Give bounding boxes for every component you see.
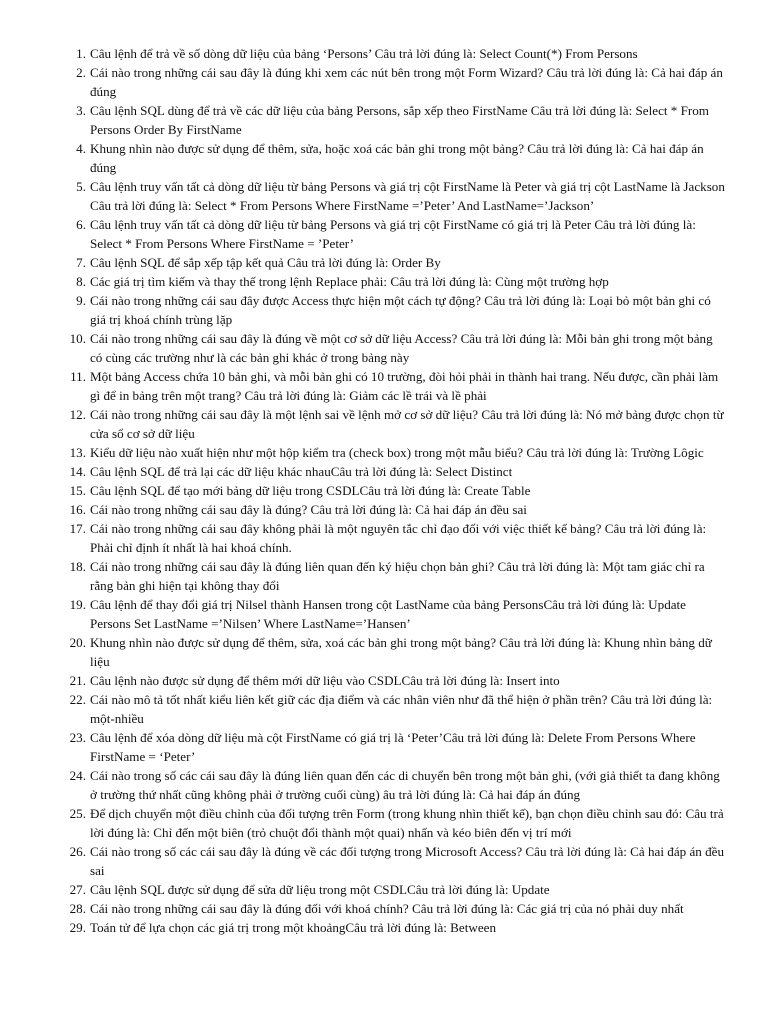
list-item xyxy=(66,899,728,918)
item-number: 2. xyxy=(76,65,86,80)
item-text: Câu lệnh truy vấn tất cả dòng dữ liệu từ bảng Persons và giá trị cột FirstName là Peter và giá trị cột LastName là Jackson Câu trả lời đúng là: Select * From Persons Where FirstName =’Peter’ And LastName=’Jackson’ xyxy=(90,179,725,213)
item-number: 8. xyxy=(76,274,86,289)
item-text: Các giá trị tìm kiếm và thay thế trong lệnh Replace phải: Câu trả lời đúng là: Cùng một trường hợp xyxy=(90,274,609,289)
item-number: 15. xyxy=(69,483,86,498)
list-item xyxy=(66,63,728,101)
item-number: 16. xyxy=(69,502,86,517)
list-item xyxy=(66,291,728,329)
item-number: 29. xyxy=(69,920,86,935)
item-number: 10. xyxy=(69,331,86,346)
item-text: Câu lệnh SQL để tạo mới bảng dữ liệu trong CSDLCâu trả lời đúng là: Create Table xyxy=(90,483,531,498)
list-item xyxy=(66,44,728,63)
list-item xyxy=(66,500,728,519)
item-text: Câu lệnh SQL được sử dụng để sửa dữ liệu trong một CSDLCâu trả lời đúng là: Update xyxy=(90,882,550,897)
item-number: 28. xyxy=(69,901,86,916)
item-number: 11. xyxy=(70,369,86,384)
list-item xyxy=(66,728,728,766)
item-text: Cái nào trong những cái sau đây là đúng khi xem các nút bên trong một Form Wizard? Câu trả lời đúng là: Cả hai đáp án đúng xyxy=(90,65,723,99)
item-text: Câu lệnh để trả về số dòng dữ liệu của bảng ‘Persons’ Câu trả lời đúng là: Select Count(*) From Persons xyxy=(90,46,638,61)
item-number: 5. xyxy=(76,179,86,194)
item-text: Cái nào trong số các cái sau đây là đúng liên quan đến các di chuyển bên trong một bản ghi, (với giả thiết ta đang không ở trường thứ nhất cũng không phải ở trường cuối cùng) âu trả lời đúng là: Cả hai đáp án đúng xyxy=(90,768,720,802)
item-number: 1. xyxy=(76,46,86,61)
list-item xyxy=(66,918,728,937)
list-item xyxy=(66,842,728,880)
item-text: Câu lệnh SQL để sắp xếp tập kết quả Câu trả lời đúng là: Order By xyxy=(90,255,441,270)
item-number: 6. xyxy=(76,217,86,232)
item-number: 24. xyxy=(69,768,86,783)
list-item xyxy=(66,633,728,671)
list-item xyxy=(66,272,728,291)
item-number: 4. xyxy=(76,141,86,156)
item-number: 23. xyxy=(69,730,86,745)
item-number: 17. xyxy=(69,521,86,536)
item-text: Cái nào trong những cái sau đây được Access thực hiện một cách tự động? Câu trả lời đúng là: Loại bỏ một bản ghi có giá trị khoá chính trùng lặp xyxy=(90,293,711,327)
item-text: Cái nào trong những cái sau đây không phải là một nguyên tắc chỉ đạo đối với việc thiết kế bảng? Câu trả lời đúng là: Phải chỉ định ít nhất là hai khoá chính. xyxy=(90,521,707,555)
item-text: Khung nhìn nào được sử dụng để thêm, sửa, xoá các bản ghi trong một bảng? Câu trả lời đúng là: Khung nhìn bảng dữ liệu xyxy=(90,635,712,669)
list-item xyxy=(66,880,728,899)
item-number: 7. xyxy=(76,255,86,270)
item-number: 20. xyxy=(69,635,86,650)
item-text: Kiểu dữ liệu nào xuất hiện như một hộp kiểm tra (check box) trong một mẫu biểu? Câu trả lời đúng là: Trường Lôgic xyxy=(90,445,704,460)
item-number: 27. xyxy=(69,882,86,897)
question-list xyxy=(66,44,728,937)
item-number: 22. xyxy=(69,692,86,707)
item-text: Câu lệnh SQL để trả lại các dữ liệu khác nhauCâu trả lời đúng là: Select Distinct xyxy=(90,464,513,479)
item-text: Câu lệnh SQL dùng để trả về các dữ liệu của bảng Persons, sắp xếp theo FirstName Câu trả lời đúng là: Select * From Persons Order By FirstName xyxy=(90,103,709,137)
item-text: Toán tử để lựa chọn các giá trị trong một khoảngCâu trả lời đúng là: Between xyxy=(90,920,496,935)
item-number: 26. xyxy=(69,844,86,859)
item-text: Để dịch chuyển một điều chỉnh của đối tượng trên Form (trong khung nhìn thiết kế), bạn chọn điều chỉnh sau đó: Câu trả lời đúng là: Chỉ đến một biên (trỏ chuột đổi thành một quai) nhấn và kéo biên đến vị trí mới xyxy=(90,806,724,840)
item-text: Một bảng Access chứa 10 bản ghi, và mỗi bản ghi có 10 trường, đòi hỏi phải in thành hai trang. Nếu được, cần phải làm gì để in bảng trên một trang? Câu trả lời đúng là: Giảm các lề trái và lề phải xyxy=(90,369,719,403)
list-item xyxy=(66,215,728,253)
item-number: 13. xyxy=(69,445,86,460)
item-text: Cái nào mô tả tốt nhất kiểu liên kết giữ các địa điểm và các nhân viên như đã thể hiện ở phần trên? Câu trả lời đúng là: một-nhiều xyxy=(90,692,713,726)
item-text: Cái nào trong số các cái sau đây là đúng về các đối tượng trong Microsoft Access? Câu trả lời đúng là: Cả hai đáp án đều sai xyxy=(90,844,724,878)
item-text: Câu lệnh để thay đổi giá trị Nilsel thành Hansen trong cột LastName của bảng PersonsCâu trả lời đúng là: Update Persons Set LastName =’Nilsen’ Where LastName=’Hansen’ xyxy=(90,597,686,631)
list-item xyxy=(66,481,728,500)
item-number: 25. xyxy=(69,806,86,821)
item-text: Cái nào trong những cái sau đây là đúng đối với khoá chính? Câu trả lời đúng là: Các giá trị của nó phải duy nhất xyxy=(90,901,684,916)
list-item xyxy=(66,405,728,443)
item-number: 14. xyxy=(69,464,86,479)
list-item xyxy=(66,139,728,177)
list-item xyxy=(66,557,728,595)
list-item xyxy=(66,804,728,842)
item-text: Khung nhìn nào được sử dụng để thêm, sửa, hoặc xoá các bản ghi trong một bảng? Câu trả lời đúng là: Cả hai đáp án đúng xyxy=(90,141,704,175)
item-text: Cái nào trong những cái sau đây là đúng? Câu trả lời đúng là: Cả hai đáp án đều sai xyxy=(90,502,527,517)
item-number: 21. xyxy=(69,673,86,688)
item-number: 3. xyxy=(76,103,86,118)
list-item xyxy=(66,462,728,481)
list-item xyxy=(66,101,728,139)
list-item xyxy=(66,177,728,215)
item-text: Câu lệnh nào được sử dụng để thêm mới dữ liệu vào CSDLCâu trả lời đúng là: Insert into xyxy=(90,673,560,688)
item-text: Câu lệnh để xóa dòng dữ liệu mà cột FirstName có giá trị là ‘Peter’Câu trả lời đúng là: Delete From Persons Where FirstName = ‘Peter’ xyxy=(90,730,696,764)
item-number: 18. xyxy=(69,559,86,574)
list-item xyxy=(66,519,728,557)
list-item xyxy=(66,253,728,272)
list-item xyxy=(66,443,728,462)
list-item xyxy=(66,766,728,804)
item-number: 12. xyxy=(69,407,86,422)
list-item xyxy=(66,329,728,367)
item-text: Cái nào trong những cái sau đây là đúng về một cơ sở dữ liệu Access? Câu trả lời đúng là: Mỗi bản ghi trong một bảng có cùng các trường như là các bản ghi khác ở trong bảng này xyxy=(90,331,713,365)
list-item xyxy=(66,595,728,633)
item-number: 9. xyxy=(76,293,86,308)
item-number: 19. xyxy=(69,597,86,612)
list-item xyxy=(66,671,728,690)
item-text: Cái nào trong những cái sau đây là đúng liên quan đến ký hiệu chọn bản ghi? Câu trả lời đúng là: Một tam giác chỉ ra rằng bản ghi hiện tại không thay đổi xyxy=(90,559,705,593)
item-text: Câu lệnh truy vấn tất cả dòng dữ liệu từ bảng Persons và giá trị cột FirstName có giá trị là Peter Câu trả lời đúng là: Select * From Persons Where FirstName = ’Peter’ xyxy=(90,217,696,251)
list-item xyxy=(66,367,728,405)
list-item xyxy=(66,690,728,728)
item-text: Cái nào trong những cái sau đây là một lệnh sai về lệnh mở cơ sở dữ liệu? Câu trả lời đúng là: Nó mở bảng được chọn từ cửa sổ cơ sở dữ liệu xyxy=(90,407,724,441)
